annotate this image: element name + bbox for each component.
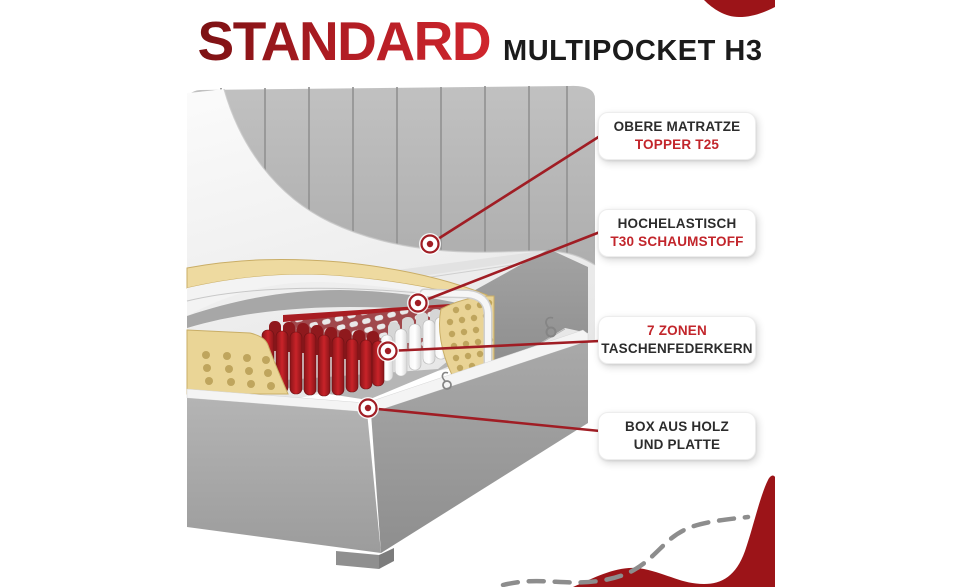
callout-line: BOX AUS HOLZ <box>625 419 729 434</box>
callout-marker-icon <box>407 292 429 314</box>
corner-blob-bottom <box>573 476 775 587</box>
callout-line: OBERE MATRATZE <box>613 119 741 134</box>
callout-box <box>598 412 756 460</box>
callout-line: TASCHENFEDERKERN <box>601 340 753 356</box>
callout-line: 7 ZONEN <box>647 323 707 338</box>
title-primary: STANDARD <box>197 10 491 72</box>
callout-line: TOPPER T25 <box>634 136 720 152</box>
callout-springs <box>598 316 756 364</box>
title-secondary: MULTIPOCKET H3 <box>503 35 763 67</box>
callout-foam <box>598 209 756 257</box>
callout-topper <box>598 112 756 160</box>
callout-line: HOCHELASTISCH <box>617 216 737 231</box>
bed-foot <box>336 551 379 569</box>
callout-line: UND PLATTE <box>633 436 721 452</box>
callout-marker-icon <box>357 397 379 419</box>
page-title <box>186 10 774 72</box>
callout-marker-icon <box>419 233 441 255</box>
callout-marker-icon <box>377 340 399 362</box>
callout-line: T30 SCHAUMSTOFF <box>610 233 744 249</box>
